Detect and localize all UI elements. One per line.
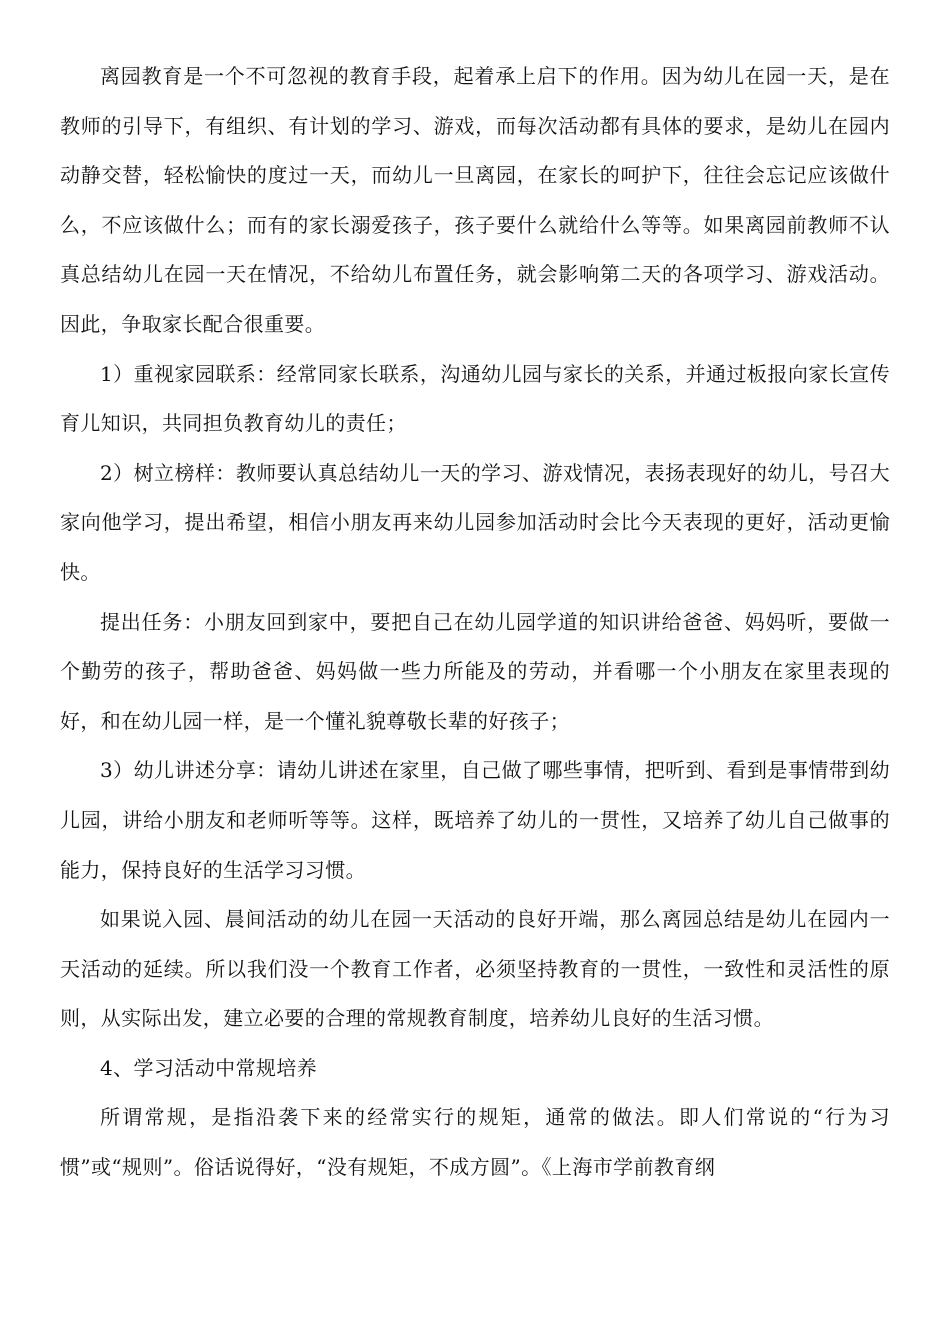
paragraph-children-sharing: 3）幼儿讲述分享：请幼儿讲述在家里，自己做了哪些事情，把听到、看到是事情带到幼儿园，讲给小朋友和老师听等等。这样，既培养了幼儿的一贯性，又培养了幼儿自己做事的能力，保持良好的生活学习习惯。 xyxy=(60,758,890,882)
document-body xyxy=(60,52,890,1193)
paragraph-leaving-education: 离园教育是一个不可忽视的教育手段，起着承上启下的作用。因为幼儿在园一天，是在教师的引导下，有组织、有计划的学习、游戏，而每次活动都有具体的要求，是幼儿在园内动静交替，轻松愉快的度过一天，而幼儿一旦离园，在家长的呵护下，往往会忘记应该做什么，不应该做什么；而有的家长溺爱孩子，孩子要什么就给什么等等。如果离园前教师不认真总结幼儿在园一天在情况，不给幼儿布置任务，就会影响第二天的各项学习、游戏活动。因此，争取家长配合很重要。 xyxy=(60,64,890,336)
paragraph-assign-tasks: 提出任务：小朋友回到家中，要把自己在幼儿园学道的知识讲给爸爸、妈妈听，要做一个勤劳的孩子，帮助爸爸、妈妈做一些力所能及的劳动，并看哪一个小朋友在家里表现的好，和在幼儿园一样，是一个懂礼貌尊敬长辈的好孩子； xyxy=(60,609,890,733)
paragraph-home-school-contact: 1）重视家园联系：经常同家长联系，沟通幼儿园与家长的关系，并通过板报向家长宣传育儿知识，共同担负教育幼儿的责任； xyxy=(60,361,890,436)
paragraph-routine-definition: 所谓常规，是指沿袭下来的经常实行的规矩，通常的做法。即人们常说的“行为习惯”或“规则”。俗话说得好，“没有规矩，不成方圆”。《上海市学前教育纲 xyxy=(60,1105,890,1180)
paragraph-continuity: 如果说入园、晨间活动的幼儿在园一天活动的良好开端，那么离园总结是幼儿在园内一天活动的延续。所以我们没一个教育工作者，必须坚持教育的一贯性，一致性和灵活性的原则，从实际出发，建立必要的合理的常规教育制度，培养幼儿良好的生活习惯。 xyxy=(60,907,890,1031)
paragraph-set-example: 2）树立榜样：教师要认真总结幼儿一天的学习、游戏情况，表扬表现好的幼儿，号召大家向他学习，提出希望，相信小朋友再来幼儿园参加活动时会比今天表现的更好，活动更愉快。 xyxy=(60,460,890,584)
section-heading-learning-routine: 4、学习活动中常规培养 xyxy=(100,1055,318,1080)
